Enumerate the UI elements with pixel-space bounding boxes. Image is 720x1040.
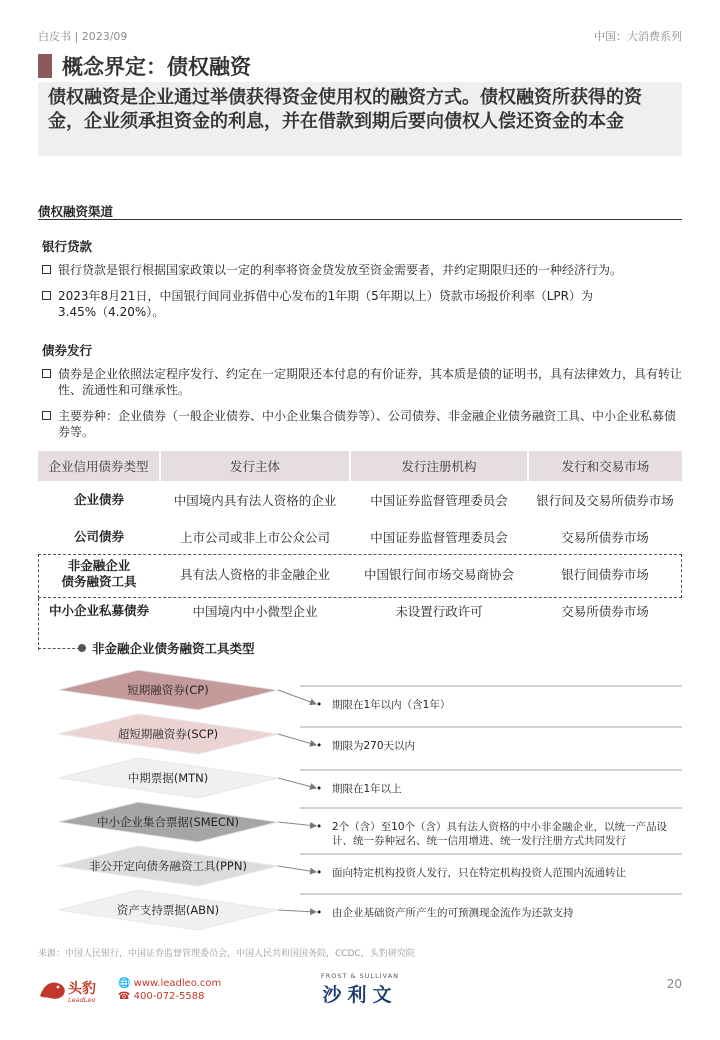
svg-text:LeadLeo: LeadLeo [68, 996, 96, 1004]
bond-bullet-2: 主要券种：企业债券（一般企业债券、中小企业集合债券等）、公司债券、非金融企业债务融资工具、中小企业私募债券等。 [42, 408, 684, 440]
series-name: 中国：大消费系列 [594, 30, 682, 43]
table-cell: 中国证券监督管理委员会 [370, 492, 508, 508]
leopard-logo-icon [38, 976, 118, 1004]
frost-sullivan-logo: FROST & SULLIVAN 沙利文 [320, 972, 400, 1006]
table-cell-type: 公司债券 [73, 528, 124, 544]
connector-dot [78, 644, 86, 652]
page-title: 概念界定：债权融资 [62, 55, 251, 79]
table-cell: 中国银行间市场交易商协会 [363, 566, 514, 582]
checkbox-bullet-icon [42, 265, 51, 274]
table-header-cell: 发行和交易市场 [528, 451, 682, 481]
layer-label: 短期融资券(CP) [127, 683, 209, 697]
bullet-dot-icon: • [316, 907, 323, 919]
layer-description: • 面向特定机构投资人发行，只在特定机构投资人范围内流通转让 [316, 867, 626, 879]
bond-heading: 债券发行 [42, 343, 93, 358]
table-row [38, 481, 682, 518]
section-heading: 债权融资渠道 [38, 202, 682, 220]
website-link[interactable]: 🌐 www.leadleo.com [118, 978, 222, 989]
bond-bullet-1: 债券是企业依照法定程序发行、约定在一定期限还本付息的有价证券，其本质是债的证明书，具有法律效力，具有转让性、流通性和可继承性。 [42, 366, 684, 398]
table-row [38, 518, 682, 555]
table-cell: 银行间及交易所债券市场 [536, 492, 674, 508]
page-number: 20 [666, 977, 682, 991]
table-cell-type: 中小企业私募债券 [48, 602, 149, 618]
layer-label: 超短期融资券(SCP) [117, 727, 219, 741]
checkbox-bullet-icon [42, 369, 51, 378]
doc-type-date: 白皮书 | 2023/09 [38, 30, 128, 43]
bank-loan-bullet-2: 2023年8月21日，中国银行间同业拆借中心发布的1年期（5年期以上）贷款市场报价利率（LPR）为3.45%（4.20%）。 [42, 288, 684, 320]
svg-text:头豹: 头豹 [68, 981, 96, 997]
layer-label: 中小企业集合票据(SMECN) [96, 815, 240, 829]
page-title-row [38, 53, 251, 79]
layer-description: • 由企业基础资产所产生的可预测现金流作为还款支持 [316, 907, 574, 919]
bank-loan-heading: 银行贷款 [42, 239, 93, 254]
bullet-dot-icon: • [316, 740, 323, 752]
source-note: 来源：中国人民银行，中国证券监督管理委员会，中国人民共和国国务院，CCDC，头豹研究院 [38, 949, 415, 959]
table-cell: 未设置行政许可 [395, 603, 483, 619]
table-header-cell: 发行主体 [160, 451, 350, 481]
footer-contact [118, 977, 221, 1003]
bullet-dot-icon: • [316, 821, 323, 833]
summary-box: 债权融资是企业通过举债获得资金使用权的融资方式。债权融资所获得的资金，企业须承担资金的利息，并在借款到期后要向债权人偿还资金的本金 [38, 82, 682, 156]
checkbox-bullet-icon [42, 291, 51, 300]
diagram-title: 非金融企业债务融资工具类型 [92, 641, 255, 656]
table-header-cell: 发行注册机构 [350, 451, 528, 481]
table-cell: 中国境内具有法人资格的企业 [173, 492, 337, 508]
layer-label: 资产支持票据(ABN) [116, 903, 220, 917]
table-cell: 具有法人资格的非金融企业 [179, 566, 330, 582]
instrument-layers-diagram [38, 670, 682, 940]
highlight-dashed-box [38, 554, 682, 598]
title-accent-bar [38, 54, 52, 78]
layer-label: 非公开定向债务融资工具(PPN) [89, 859, 247, 873]
layer-description: • 期限为270天以内 [316, 740, 416, 752]
table-header-cell: 企业信用债券类型 [38, 451, 160, 481]
layer-description: • 期限在1年以上 [316, 783, 402, 795]
table-cell-type: 非金融企业 债务融资工具 [61, 557, 137, 589]
table-cell: 中国境内中小微型企业 [192, 603, 318, 619]
phone-number: ☎ 400-072-5588 [118, 991, 205, 1002]
layer-description: • 期限在1年以内（含1年） [316, 699, 451, 711]
top-bar [38, 28, 682, 44]
connector-line [38, 648, 80, 649]
table-cell: 上市公司或非上市公众公司 [179, 529, 330, 545]
table-cell: 中国证券监督管理委员会 [370, 529, 508, 545]
connector-line [38, 598, 39, 650]
layer-label: 中期票据(MTN) [127, 771, 209, 785]
checkbox-bullet-icon [42, 411, 51, 420]
table-cell-type: 企业债券 [73, 491, 124, 507]
table-cell: 银行间债券市场 [561, 566, 649, 582]
layer-description: • 2个（含）至10个（含）具有法人资格的中小非金融企业，以统一产品设计、统一券种冠名、统一信用增进、统一发行注册方式共同发行 [316, 821, 668, 847]
table-cell: 交易所债券市场 [561, 603, 649, 619]
bond-types-table [38, 451, 682, 629]
bank-loan-bullet-1: 银行贷款是银行根据国家政策以一定的利率将资金贷发放至资金需要者，并约定期限归还的一种经济行为。 [42, 262, 684, 278]
leadleo-logo [38, 976, 118, 1004]
table-cell: 交易所债券市场 [561, 529, 649, 545]
bullet-dot-icon: • [316, 783, 323, 795]
bullet-dot-icon: • [316, 699, 323, 711]
bullet-dot-icon: • [316, 867, 323, 879]
